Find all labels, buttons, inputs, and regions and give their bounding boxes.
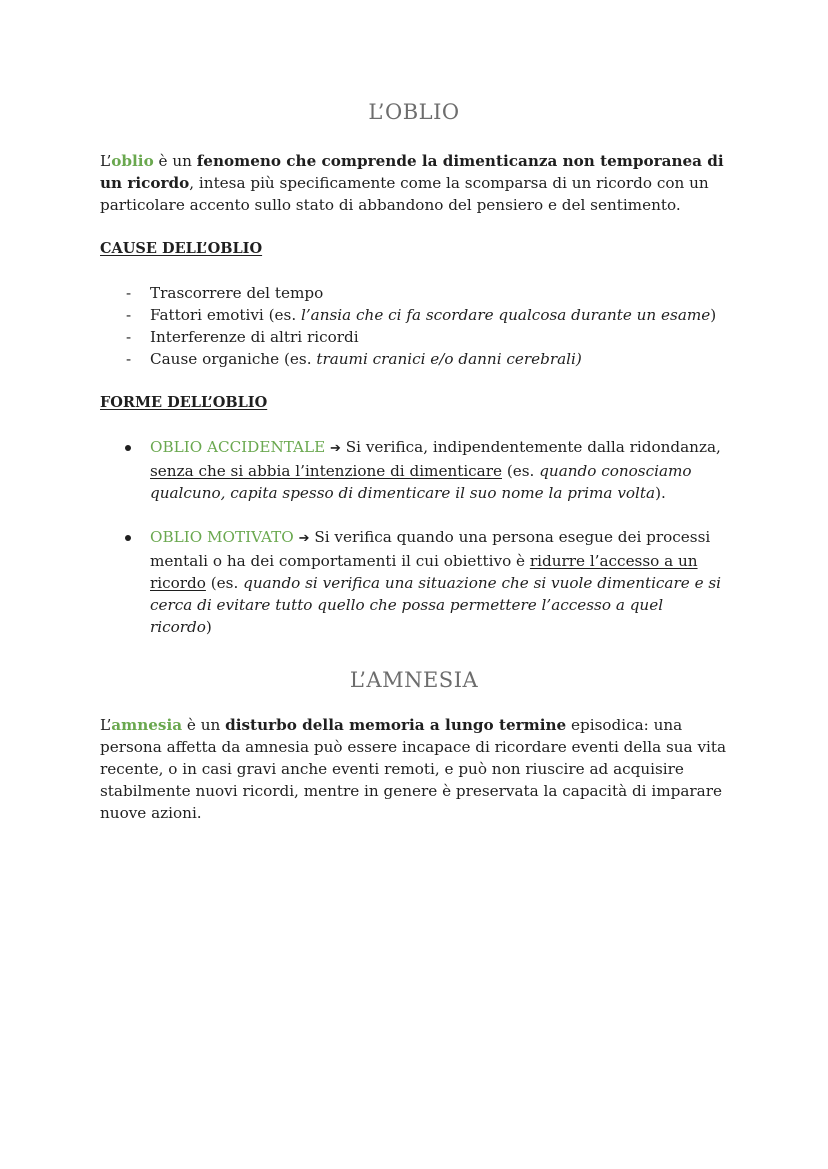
form-underlined-text: senza che si abbia l’intenzione di dimenticare bbox=[150, 462, 502, 480]
form-text: Si verifica, indipendentemente dalla ridondanza, bbox=[340, 438, 721, 456]
bullet-dot bbox=[125, 535, 131, 541]
oblio-intro-mid: è un bbox=[153, 152, 197, 170]
list-item bbox=[100, 304, 728, 326]
oblio-intro-bold: fenomeno che comprende la dimenticanza non temporanea di un ricordo bbox=[100, 152, 724, 192]
list-item bbox=[100, 326, 728, 348]
form-close: ) bbox=[205, 618, 212, 636]
dash-marker: - bbox=[126, 284, 132, 302]
amnesia-paragraph bbox=[100, 714, 728, 824]
oblio-intro-paragraph bbox=[100, 150, 728, 216]
list-item-example: l’ansia che ci fa scordare qualcosa durante un esame bbox=[300, 306, 711, 324]
form-text: Si verifica quando una persona esegue dei processi mentali o ha dei comportamenti il cui obiettivo è bbox=[150, 528, 711, 570]
list-item-close: ) bbox=[710, 306, 717, 324]
form-text-2: (es. bbox=[502, 462, 540, 480]
forms-list bbox=[100, 436, 728, 638]
amnesia-prefix: L’ bbox=[100, 716, 112, 734]
arrow-icon: ➔ bbox=[330, 441, 341, 456]
list-item-text: Trascorrere del tempo bbox=[150, 284, 324, 302]
form-name: OBLIO MOTIVATO bbox=[150, 528, 294, 546]
amnesia-mid: è un bbox=[182, 716, 226, 734]
list-item bbox=[100, 436, 728, 504]
amnesia-rest: episodica: una persona affetta da amnesia può essere incapace di ricordare eventi della sua vita recente, o in casi gravi anche eventi remoti, e può non riuscire ad acquisire stabilmente nuovi ricordi, mentre in genere è preservata la capacità di imparare nuove azioni. bbox=[100, 716, 727, 822]
dash-marker: - bbox=[126, 306, 132, 324]
list-item bbox=[100, 526, 728, 638]
list-item-text: Cause organiche (es. bbox=[150, 350, 317, 368]
oblio-intro-rest: , intesa più specificamente come la scomparsa di un ricordo con un particolare accento sullo stato di abbandono del pensiero e del sentimento. bbox=[100, 174, 709, 214]
section-heading-causes: CAUSE DELL’OBLIO bbox=[100, 240, 263, 257]
dash-marker: - bbox=[126, 328, 132, 346]
bullet-dot bbox=[125, 445, 131, 451]
causes-list bbox=[100, 282, 728, 370]
list-item-example: traumi cranici e/o danni cerebrali) bbox=[316, 350, 582, 368]
form-underlined-text: ridurre l’accesso a un ricordo bbox=[150, 552, 698, 592]
form-close: ). bbox=[655, 484, 666, 502]
list-item-text: Interferenze di altri ricordi bbox=[150, 328, 359, 346]
page-title-oblio: L’OBLIO bbox=[368, 100, 460, 124]
amnesia-bold: disturbo della memoria a lungo termine bbox=[225, 716, 567, 734]
form-example: quando conosciamo qualcuno, capita spesso di dimenticare il suo nome la prima volta bbox=[150, 462, 692, 502]
oblio-intro-prefix: L’ bbox=[100, 152, 112, 170]
form-example: quando si verifica una situazione che si vuole dimenticare e si cerca di evitare tutto quello che possa permettere l’accesso a quel ricordo bbox=[150, 574, 722, 636]
amnesia-keyword: amnesia bbox=[111, 716, 183, 734]
dash-marker: - bbox=[126, 350, 132, 368]
form-name: OBLIO ACCIDENTALE bbox=[150, 438, 326, 456]
oblio-keyword: oblio bbox=[111, 152, 154, 170]
section-heading-forms: FORME DELL’OBLIO bbox=[100, 394, 268, 411]
list-item-text: Fattori emotivi (es. bbox=[150, 306, 301, 324]
page-title-amnesia: L’AMNESIA bbox=[349, 668, 479, 692]
list-item bbox=[100, 282, 728, 304]
form-text-2: (es. bbox=[205, 574, 244, 592]
arrow-icon: ➔ bbox=[298, 531, 310, 546]
list-item bbox=[100, 348, 728, 370]
